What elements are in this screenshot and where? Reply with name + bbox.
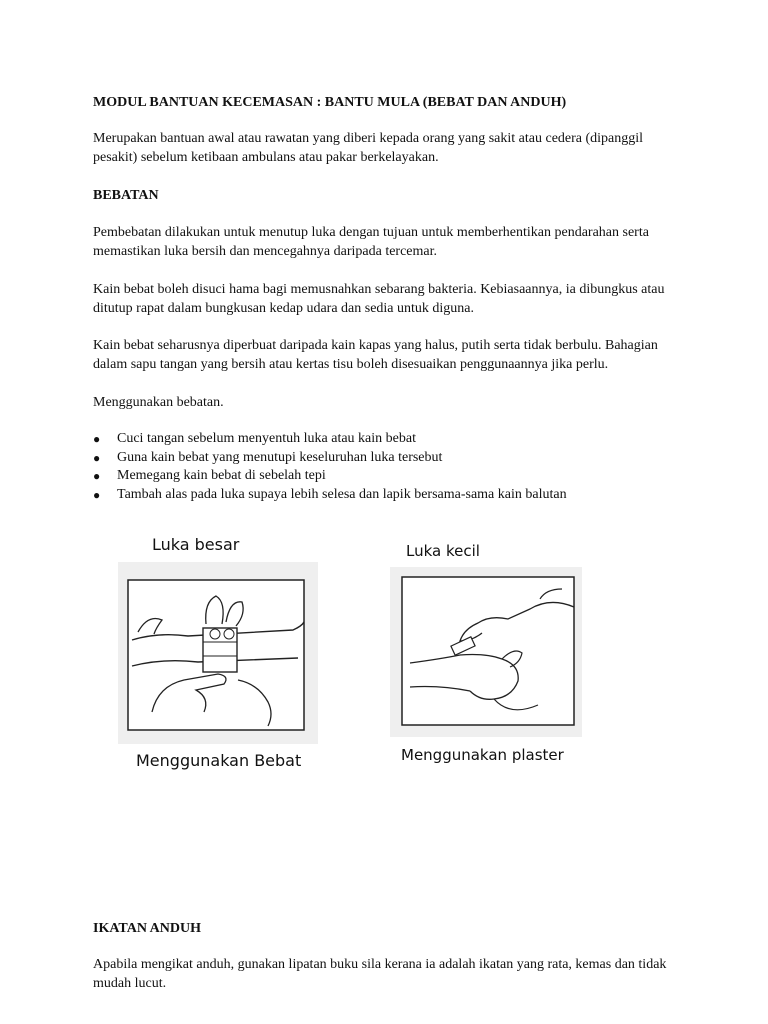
list-item: ● Cuci tangan sebelum menyentuh luka atau kain bebat [93, 430, 693, 449]
bullet-list [93, 430, 693, 504]
figure-caption-menggunakan-bebat: Menggunakan Bebat [136, 751, 302, 770]
section-heading-ikatan-anduh: IKATAN ANDUH [93, 921, 201, 936]
document-title: MODUL BANTUAN KECEMASAN : BANTU MULA (BEBAT DAN ANDUH) [93, 95, 567, 110]
list-item: ● Guna kain bebat yang menutupi keseluruhan luka tersebut [93, 449, 693, 468]
anduh-paragraph-1: Apabila mengikat anduh, gunakan lipatan buku sila kerana ia adalah ikatan yang rata, kemas dan tidak mudah lucut. [93, 957, 667, 991]
figure-caption-menggunakan-plaster: Menggunakan plaster [401, 746, 564, 764]
figure-label-luka-besar: Luka besar [152, 535, 240, 554]
bandage-on-arm-illustration [118, 562, 318, 744]
bebatan-paragraph-3: Kain bebat seharusnya diperbuat daripada kain kapas yang halus, putih serta tidak berbulu. Bahagian dalam sapu tangan yang bersih atau kertas tisu boleh disesuaikan penggunaannya jika perlu. [93, 338, 658, 372]
bullet-icon: ● [93, 487, 101, 502]
list-item: ● Memegang kain bebat di sebelah tepi [93, 467, 693, 486]
list-item: ● Tambah alas pada luka supaya lebih selesa dan lapik bersama-sama kain balutan [93, 486, 693, 505]
bebatan-paragraph-1: Pembebatan dilakukan untuk menutup luka dengan tujuan untuk memberhentikan pendarahan serta memastikan luka bersih dan mencegahnya daripada tercemar. [93, 225, 649, 259]
list-intro: Menggunakan bebatan. [93, 395, 224, 410]
section-heading-bebatan: BEBATAN [93, 188, 159, 203]
plaster-on-hand-illustration [390, 567, 582, 737]
bullet-icon: ● [93, 432, 101, 446]
intro-paragraph: Merupakan bantuan awal atau rawatan yang diberi kepada orang yang sakit atau cedera (dipanggil pesakit) sebelum ketibaan ambulans atau pakar berkelayakan. [93, 131, 644, 165]
bullet-icon: ● [93, 469, 101, 483]
figure-label-luka-kecil: Luka kecil [406, 542, 480, 560]
bullet-icon: ● [93, 450, 101, 465]
bebatan-paragraph-2: Kain bebat boleh disuci hama bagi memusnahkan sebarang bakteria. Kebiasaannya, ia dibungkus atau ditutup rapat dalam bungkusan kedap udara dan sedia untuk diguna. [93, 282, 665, 316]
